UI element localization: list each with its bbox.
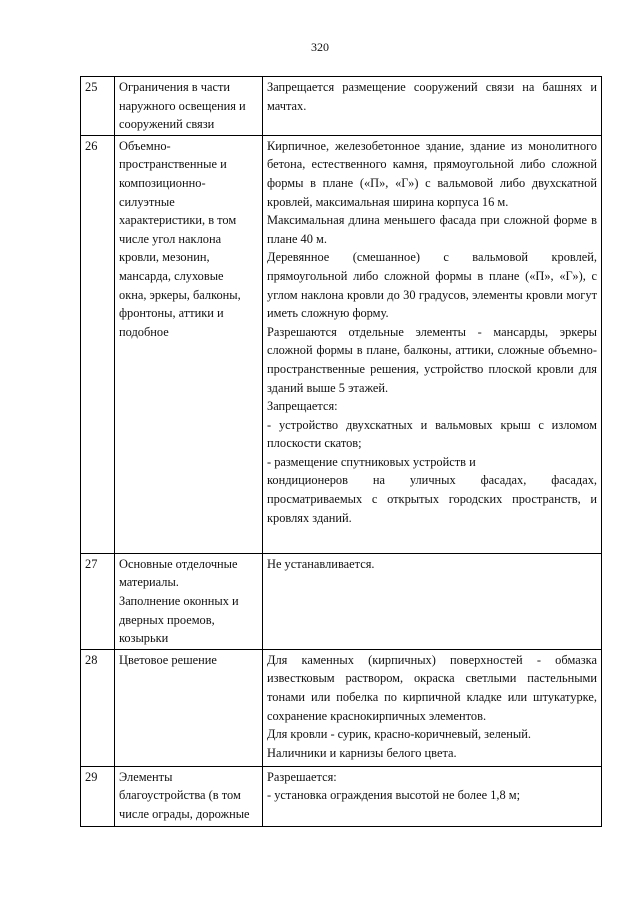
description-paragraph: Кирпичное, железобетонное здание, здание из монолитного бетона, естественного камня, прямоугольной либо сложной формы в плане («П», «Г») с вальмовой либо двухскатной кровлей, максимальная ширина корпуса 16 м. xyxy=(267,138,597,209)
row-description xyxy=(263,77,602,136)
description-paragraph: Запрещается: xyxy=(267,399,338,414)
page-number: 320 xyxy=(311,40,329,54)
row-title-line: характеристики, в том xyxy=(119,213,237,228)
row-description xyxy=(263,649,602,766)
row-title-line: кровли, мезонин, xyxy=(119,250,210,265)
row-title xyxy=(115,766,263,826)
row-title-line: благоустройства (в том xyxy=(119,788,241,803)
description-paragraph: кондиционеров на уличных фасадах, фасадах, просматриваемых с открытых городских пространств, и кровлях зданий. xyxy=(267,473,597,525)
description-paragraph: Запрещается размещение сооружений связи на башнях и мачтах. xyxy=(267,80,597,113)
regulations-table xyxy=(80,76,602,827)
table-row xyxy=(81,766,602,826)
row-description xyxy=(263,135,602,553)
row-number: 27 xyxy=(81,553,115,649)
description-paragraph: Деревянное (смешанное) с вальмовой кровлей, прямоугольной либо сложной формы в плане («П», «Г»), с углом наклона кровли до 30 градусов, элементы кровли могут иметь сложную форму. xyxy=(267,250,597,321)
table-row xyxy=(81,553,602,649)
row-description xyxy=(263,766,602,826)
row-title-line: Объемно- xyxy=(119,138,171,153)
row-title-line: силуэтные xyxy=(119,194,175,209)
row-title-line: Цветовое решение xyxy=(119,652,217,667)
row-title-line: Элементы xyxy=(119,769,173,784)
row-description xyxy=(263,553,602,649)
row-number: 29 xyxy=(81,766,115,826)
row-title xyxy=(115,135,263,553)
row-title-line: дверных проемов, xyxy=(119,612,215,627)
row-title-line: Заполнение оконных и xyxy=(119,593,239,608)
row-title xyxy=(115,553,263,649)
row-title-line: Основные отделочные xyxy=(119,556,238,571)
description-paragraph: Наличники и карнизы белого цвета. xyxy=(267,745,457,760)
row-title-line: фронтоны, аттики и xyxy=(119,306,224,321)
row-title-line: подобное xyxy=(119,324,169,339)
description-paragraph: Разрешаются отдельные элементы - мансарды, эркеры сложной формы в плане, балконы, аттики, сложные объемно-пространственные решения, устройство плоской кровли для зданий выше 5 этажей. xyxy=(267,324,597,395)
description-paragraph: Для кровли - сурик, красно-коричневый, зеленый. xyxy=(267,727,531,742)
row-title xyxy=(115,77,263,136)
row-title-line: сооружений связи xyxy=(119,117,215,132)
description-paragraph: - установка ограждения высотой не более 1,8 м; xyxy=(267,788,521,803)
table-row xyxy=(81,77,602,136)
row-title-line: материалы. xyxy=(119,575,179,590)
row-title-line: композиционно- xyxy=(119,175,206,190)
table-row xyxy=(81,649,602,766)
description-paragraph: Максимальная длина меньшего фасада при сложной форме в плане 40 м. xyxy=(267,213,597,246)
description-paragraph: - устройство двухскатных и вальмовых крыш с изломом плоскости скатов; xyxy=(267,417,597,451)
row-title-line: мансарда, слуховые xyxy=(119,268,224,283)
row-number: 28 xyxy=(81,649,115,766)
description-paragraph: Не устанавливается. xyxy=(267,556,375,571)
row-title-line: числе угол наклона xyxy=(119,231,222,246)
row-title xyxy=(115,649,263,766)
row-title-line: козырьки xyxy=(119,631,169,646)
row-number: 26 xyxy=(81,135,115,553)
row-number: 25 xyxy=(81,77,115,136)
description-paragraph: Разрешается: xyxy=(267,769,337,784)
description-paragraph: Для каменных (кирпичных) поверхностей - обмазка известковым раствором, окраска светлыми пастельными тонами или побелка по кирпичной кладке или штукатурке, сохранение краснокирпичных элементов. xyxy=(267,652,597,723)
row-title-line: числе ограды, дорожные xyxy=(119,806,250,821)
table-row xyxy=(81,135,602,553)
description-paragraph: - размещение спутниковых устройств и xyxy=(267,454,476,469)
row-title-line: окна, эркеры, балконы, xyxy=(119,287,241,302)
row-title-line: наружного освещения и xyxy=(119,98,246,113)
row-title-line: Ограничения в части xyxy=(119,80,231,94)
row-title-line: пространственные и xyxy=(119,157,227,172)
